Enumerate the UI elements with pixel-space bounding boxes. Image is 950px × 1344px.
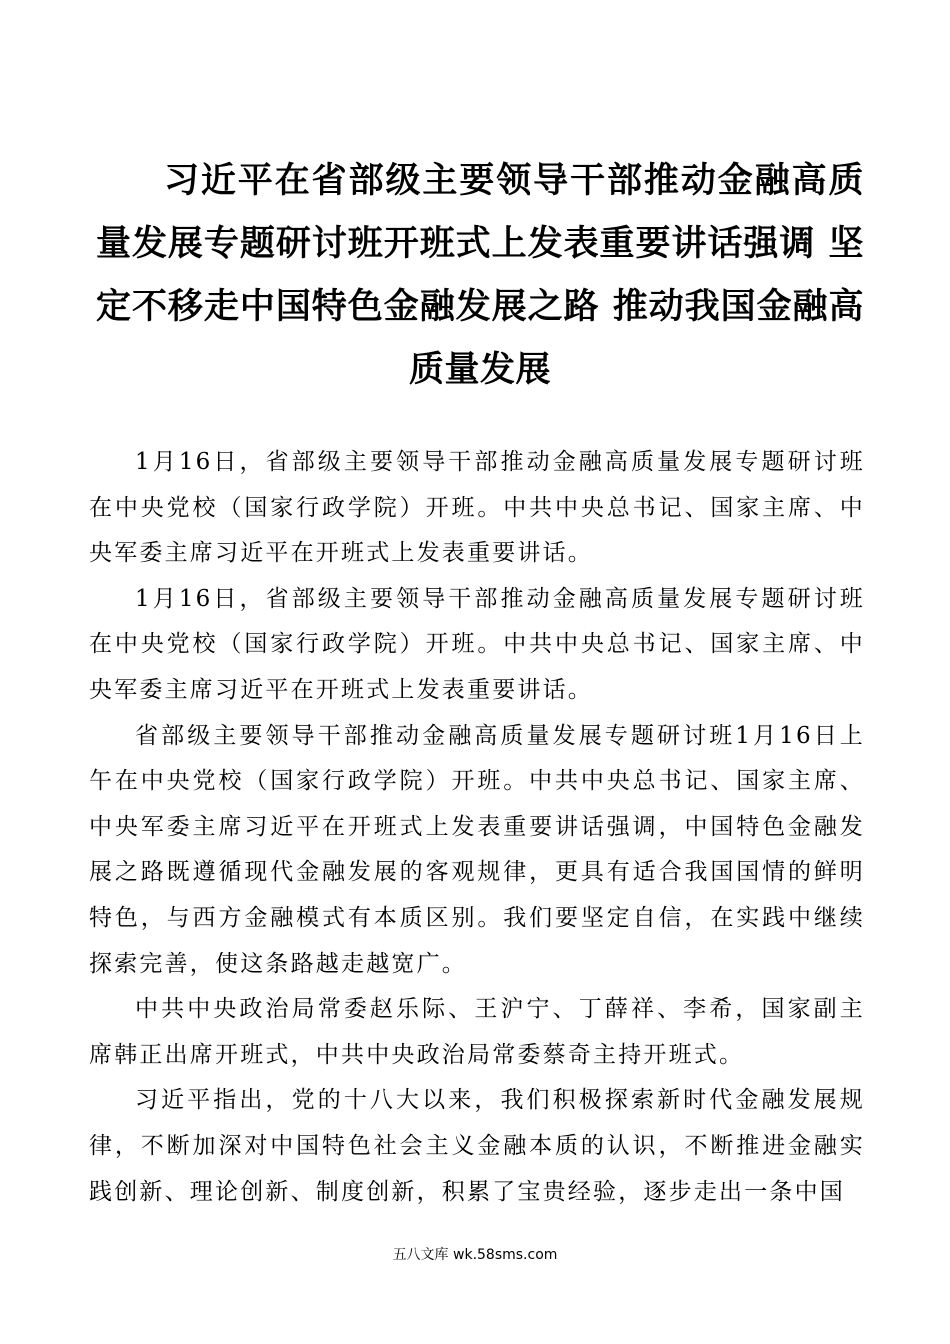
document-body [89,440,865,1215]
paragraph: 1月16日，省部级主要领导干部推动金融高质量发展专题研讨班在中央党校（国家行政学院）开班。中共中央总书记、国家主席、中央军委主席习近平在开班式上发表重要讲话。 [89,585,865,703]
paragraph: 1月16日，省部级主要领导干部推动金融高质量发展专题研讨班在中央党校（国家行政学院）开班。中共中央总书记、国家主席、中央军委主席习近平在开班式上发表重要讲话。 [89,449,865,567]
footer-watermark: 五八文库 wk.58sms.com [392,1247,558,1263]
paragraph: 中共中央政治局常委赵乐际、王沪宁、丁薛祥、李希，国家副主席韩正出席开班式，中共中央政治局常委蔡奇主持开班式。 [89,996,865,1068]
paragraph: 省部级主要领导干部推动金融高质量发展专题研讨班1月16日上午在中央党校（国家行政学院）开班。中共中央总书记、国家主席、中央军委主席习近平在开班式上发表重要讲话强调，中国特色金融发展之路既遵循现代金融发展的客观规律，更具有适合我国国情的鲜明特色，与西方金融模式有本质区别。我们要坚定自信，在实践中继续探索完善，使这条路越走越宽广。 [89,722,865,977]
paragraph: 习近平指出，党的十八大以来，我们积极探索新时代金融发展规律，不断加深对中国特色社会主义金融本质的认识，不断推进金融实践创新、理论创新、制度创新，积累了宝贵经验，逐步走出一条中国 [89,1087,865,1205]
document-title: 习近平在省部级主要领导干部推动金融高质量发展专题研讨班开班式上发表重要讲话强调 坚定不移走中国特色金融发展之路 推动我国金融高质量发展 [96,161,864,390]
